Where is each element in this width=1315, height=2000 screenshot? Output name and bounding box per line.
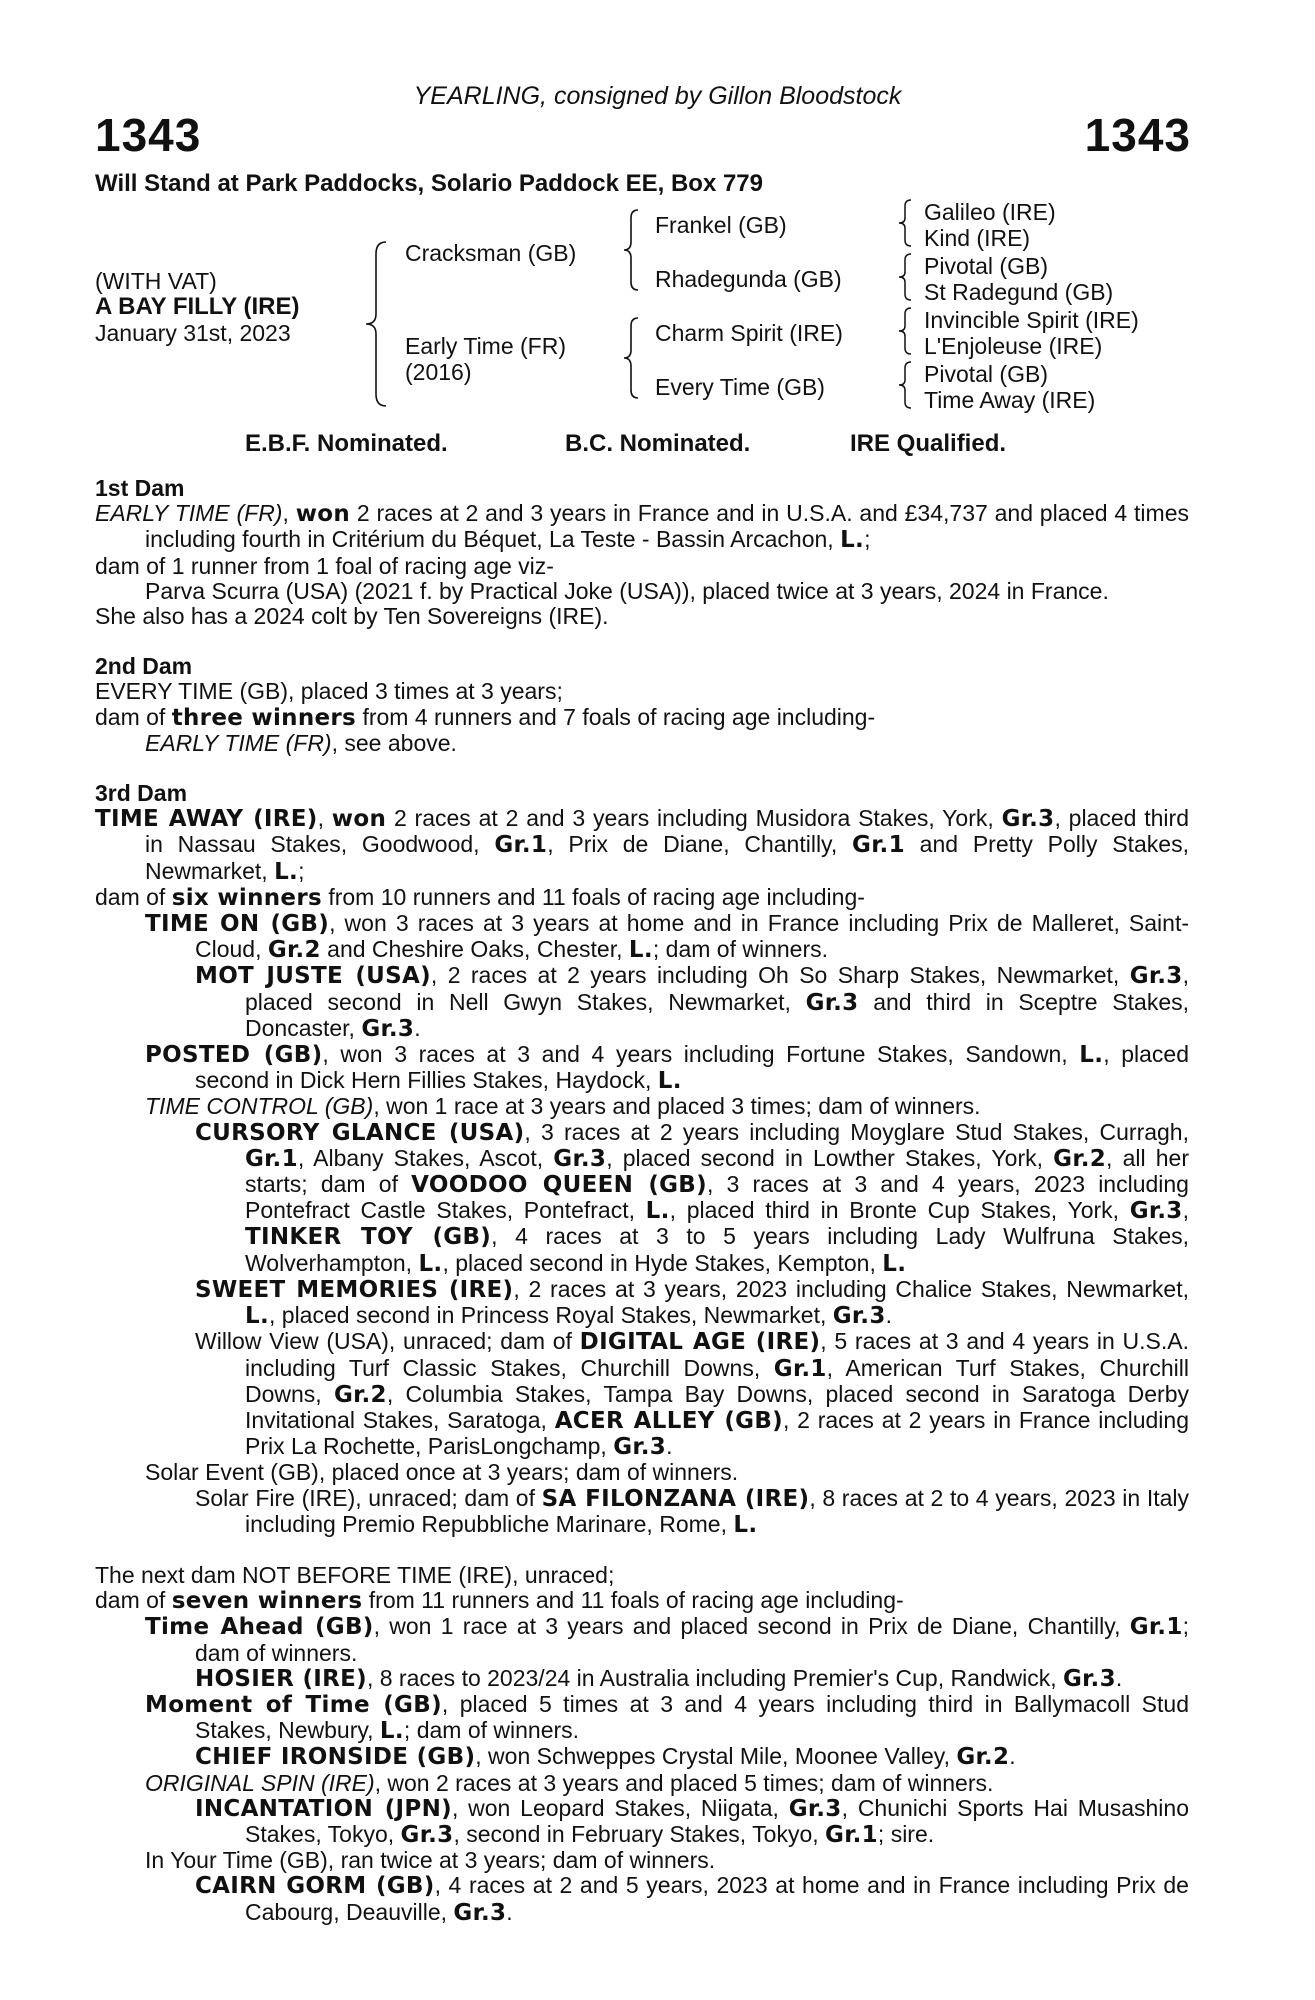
gen3-ancestor: St Radegund (GB) [924,279,1114,305]
dam3-heading: 3rd Dam [95,780,188,807]
gen3-ancestor: Invincible Spirit (IRE) [924,307,1139,333]
ebf-nomination: E.B.F. Nominated. [245,430,448,457]
dam1-heading: 1st Dam [95,475,185,501]
produce-entry: EARLY TIME (FR), see above. [145,729,457,756]
dam2-entry: EVERY TIME (GB), placed 3 times at 3 years; [95,678,563,705]
produce-entry: ORIGINAL SPIN (IRE), won 2 races at 3 years and placed 5 times; dam of winners. [145,1769,994,1796]
sire-sire-name: Frankel (GB) [655,212,787,238]
pedigree-brace-main [362,240,392,408]
bc-nomination: B.C. Nominated. [565,430,751,457]
dam2-produce-line: dam of three winners from 4 runners and 7 foals of racing age including- [95,703,876,731]
gen3-brace-2 [895,252,915,302]
sale-subtitle: YEARLING, consigned by Gillon Bloodstock [413,82,902,110]
dam-year: (2016) [405,359,472,385]
gen3-brace-1 [895,198,915,248]
gen3-ancestor: Pivotal (GB) [924,361,1048,387]
dam1-produce-line: dam of 1 runner from 1 foal of racing age viz- [95,552,554,579]
produce-entry: Parva Scurra (USA) (2021 f. by Practical Joke (USA)), placed twice at 3 years, 2024 in France. [145,577,1109,604]
produce-entry: HOSIER (IRE), 8 races to 2023/24 in Australia including Premier's Cup, Randwick, Gr.3. [195,1664,1123,1692]
lot-number-right: 1343 [1084,109,1191,161]
gen3-ancestor: Time Away (IRE) [924,387,1096,413]
sire-dam-name: Rhadegunda (GB) [655,266,842,292]
dam2-heading: 2nd Dam [95,653,193,680]
produce-entry: CHIEF IRONSIDE (GB), won Schweppes Crystal Mile, Moonee Valley, Gr.2. [195,1743,1016,1771]
produce-entry: CAIRN GORM (GB), 4 races at 2 and 5 years, 2023 at home and in France including Prix de Cabourg, Deauville, Gr.3. [195,1872,1189,1926]
next-dam-entry: The next dam NOT BEFORE TIME (IRE), unraced; [95,1561,615,1588]
next-dam-produce-line: dam of seven winners from 11 runners and 11 foals of racing age including- [95,1587,904,1615]
produce-entry: SWEET MEMORIES (IRE), 2 races at 3 years, 2023 including Chalice Stakes, Newmarket, L., placed second in Princess Royal Stakes, Newmarket, Gr.3. [195,1275,1189,1330]
gen3-ancestor: L'Enjoleuse (IRE) [924,333,1103,359]
produce-entry: MOT JUSTE (USA), 2 races at 2 years including Oh So Sharp Stakes, Newmarket, Gr.3, placed second in Nell Gwyn Stakes, Newmarket, Gr.3 and third in Sceptre Stakes, Doncaster, Gr.3. [195,962,1189,1042]
dam-dam-name: Every Time (GB) [655,374,825,400]
produce-entry: Solar Fire (IRE), unraced; dam of SA FILONZANA (IRE), 8 races at 2 to 4 years, 2023 in Italy including Premio Repubbliche Marinare, Rome, L. [195,1484,1189,1538]
produce-entry: POSTED (GB), won 3 races at 3 and 4 years including Fortune Stakes, Sandown, L., placed second in Dick Hern Fillies Stakes, Haydock, L. [145,1041,1189,1095]
produce-entry: Solar Event (GB), placed once at 3 years; dam of winners. [145,1459,739,1486]
ire-qualified: IRE Qualified. [850,430,1007,457]
produce-entry: Willow View (USA), unraced; dam of DIGITAL AGE (IRE), 5 races at 3 and 4 years in U.S.A. including Turf Classic Stakes, Churchill Downs, Gr.1, American Turf Stakes, Churchill Downs, Gr.2, Columbia Stakes, Tampa Bay Downs, placed second in Saratoga Derby Invitational Stakes, Saratoga, ACER ALLEY (GB), 2 races at 2 years in France including Prix La Rochette, ParisLongchamp, Gr.3. [195,1328,1189,1461]
horse-dob: January 31st, 2023 [95,320,291,346]
produce-entry: TIME CONTROL (GB), won 1 race at 3 years and placed 3 times; dam of winners. [145,1093,981,1120]
produce-entry: TIME ON (GB), won 3 races at 3 years at home and in France including Prix de Malleret, Saint-Cloud, Gr.2 and Cheshire Oaks, Chester, L.; dam of winners. [145,910,1189,964]
gen3-brace-3 [895,306,915,356]
catalogue-body [95,476,1189,1926]
produce-entry: CURSORY GLANCE (USA), 3 races at 2 years including Moyglare Stud Stakes, Curragh, Gr.1, Albany Stakes, Ascot, Gr.3, placed second in Lowther Stakes, York, Gr.2, all her starts; dam of VOODOO QUEEN (GB), 3 races at 3 and 4 years, 2023 including Pontefract Castle Stakes, Pontefract, L., placed third in Bronte Cup Stakes, York, Gr.3, TINKER TOY (GB), 4 races at 3 to 5 years including Lady Wulfruna Stakes, Wolverhampton, L., placed second in Hyde Stakes, Kempton, L. [195,1118,1189,1277]
dam-name: Early Time (FR) [405,333,566,359]
horse-name: A BAY FILLY (IRE) [95,293,300,320]
produce-entry: In Your Time (GB), ran twice at 3 years; dam of winners. [145,1847,716,1874]
lot-number-left: 1343 [95,109,202,161]
dam-sire-name: Charm Spirit (IRE) [655,320,843,346]
gen3-ancestor: Pivotal (GB) [924,253,1048,279]
gen3-ancestor: Galileo (IRE) [924,199,1056,225]
sire-name: Cracksman (GB) [405,240,577,266]
dam-brace [620,316,644,400]
dam3-produce-line: dam of six winners from 10 runners and 11 foals of racing age including- [95,883,865,911]
dam3-entry: TIME AWAY (IRE), won 2 races at 2 and 3 years including Musidora Stakes, York, Gr.3, placed third in Nassau Stakes, Goodwood, Gr.1, Prix de Diane, Chantilly, Gr.1 and Pretty Polly Stakes, Newmarket, L.; [95,805,1189,885]
dam1-entry: EARLY TIME (FR), won 2 races at 2 and 3 years in France and in U.S.A. and £34,737 and placed 4 times including fourth in Critérium du Béquet, La Teste - Bassin Arcachon, L.; [95,500,1189,554]
gen3-brace-4 [895,360,915,410]
produce-entry: Moment of Time (GB), placed 5 times at 3 and 4 years including third in Ballymacoll Stud Stakes, Newbury, L.; dam of winners. [145,1690,1189,1745]
produce-entry: Time Ahead (GB), won 1 race at 3 years and placed second in Prix de Diane, Chantilly, Gr.1; dam of winners. [145,1613,1190,1666]
produce-entry: INCANTATION (JPN), won Leopard Stakes, Niigata, Gr.3, Chunichi Sports Hai Musashino Stakes, Tokyo, Gr.3, second in February Stakes, Tokyo, Gr.1; sire. [195,1794,1189,1848]
sire-brace [620,208,644,292]
vat-label: (WITH VAT) [95,268,217,294]
dam1-note: She also has a 2024 colt by Ten Sovereigns (IRE). [95,603,609,630]
stand-location: Will Stand at Park Paddocks, Solario Paddock EE, Box 779 [95,170,764,197]
gen3-ancestor: Kind (IRE) [924,225,1031,251]
